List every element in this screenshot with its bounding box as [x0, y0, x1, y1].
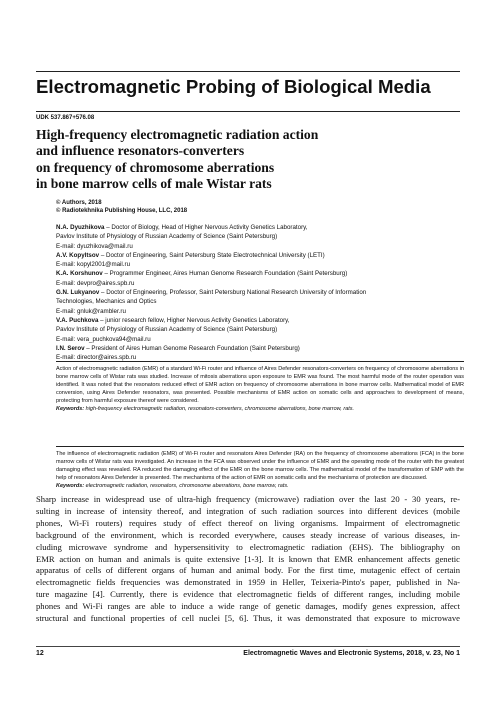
author-email: E-mail: vera_puchkova94@mail.ru — [56, 335, 151, 343]
keywords-label: Keywords: — [56, 483, 85, 490]
footer-rule — [36, 646, 460, 647]
journal-info: Electromagnetic Waves and Electronic Systems, 2018, v. 23, No 1 — [243, 650, 460, 657]
header-rule-top — [36, 71, 460, 72]
udk-code: UDK 537.867+576.08 — [36, 115, 95, 121]
author-name: N.A. Dyuzhikova — [56, 224, 105, 231]
header-rule-bottom — [36, 111, 460, 112]
author-entry — [56, 316, 460, 325]
author-affiliation: Technologies, Mechanics and Optics — [56, 298, 157, 306]
abstract-text: Action of electromagnetic radiation (EMR) of a standard Wi-Fi router and influence of Aires Defender resonators-converters on frequency of chromosome aberrations in bone marrow cells of Wistar rats was studied. Increase of mitosis aberrations upon exposure to EMR was found. The most harmful mode of the router operation was identified. It was noted that the resonators reduced effect of EMR action on frequency of chromosome aberrations in bone marrow cells. Mathematical model of EMR conversion, using Aires Defender resonators, was presented. Possible mechanisms of EMR action on somatic cells and approaches to development of means, protecting from harmful exposure thereof were considered. — [56, 366, 464, 405]
author-entry — [56, 223, 460, 232]
author-name: I.N. Serov — [56, 344, 85, 352]
author-name: V.A. Puchkova — [56, 316, 99, 324]
author-entry — [56, 344, 460, 353]
article-title-line: and influence resonators-converters — [36, 143, 245, 159]
journal-section-title: Electromagnetic Probing of Biological Media — [36, 76, 431, 97]
author-email: E-mail: director@aires.spb.ru — [56, 354, 137, 362]
copyright-block — [56, 199, 460, 215]
body-line: phones and Wi-Fi ranges are able to induce a wide range of genetic damages, modify genes expression, affect — [36, 601, 460, 612]
body-line: background of the environment, which is recorded everywhere, causes steady increase of various diseases, in- — [36, 529, 460, 540]
author-email: E-mail: kopyl2001@mail.ru — [56, 261, 131, 269]
author-affiliation: – Programmer Engineer, Aires Human Genome Research Foundation (Saint Petersburg) — [102, 270, 348, 278]
author-email: E-mail: devpro@aires.spb.ru — [56, 279, 135, 287]
article-title — [36, 127, 460, 193]
keywords-list: high-frequency electromagnetic radiation, resonators-converters, chromosome aberrations, bone marrow, rats. — [84, 406, 355, 413]
copyright-line: © Authors, 2018 — [56, 200, 102, 206]
article-title-line: on frequency of chromosome aberrations — [36, 159, 275, 175]
author-affiliation: – Doctor of Engineering, Professor, Saint Petersburg National Research University of Information — [99, 289, 367, 297]
body-line: ture magazine [4]. Currently, there is evidence that electromagnetic fields of different ranges, including mobile — [36, 589, 460, 600]
body-line: cluding microwave syndrome and hypersensitivity to electromagnetic radiation (EHS). The bibliography on — [36, 541, 460, 552]
author-email: E-mail: gnluk@rambler.ru — [56, 307, 126, 315]
author-name: A.V. Kopyltsov — [56, 251, 100, 259]
article-title-line: in bone marrow cells of male Wistar rats — [36, 176, 272, 192]
body-line: electromagnetic fields frequencies was demonstrated in 1959 in Heller, Teixeria-Pinto's paper, published in Na- — [36, 577, 460, 588]
body-line: apparatus of cells of different organs of human and animal body. For the first time, mutagenic effect of certain — [36, 565, 460, 576]
abstract-secondary — [56, 446, 464, 490]
copyright-line: © Radiotekhnika Publishing House, LLC, 2018 — [56, 208, 188, 215]
keywords-label: Keywords: — [56, 406, 85, 413]
author-entry — [56, 251, 460, 260]
author-affiliation: Pavlov Institute of Physiology of Russian Academy of Science (Saint Petersburg) — [56, 233, 278, 241]
abstract-keywords — [56, 405, 464, 413]
author-email: E-mail: dyuzhikova@mail.ru — [56, 242, 133, 250]
keywords-list: electromagnetic radiation, resonators, chromosome aberrations, bone marrow, rats. — [84, 483, 289, 490]
page-number: 12 — [36, 650, 44, 657]
author-affiliation: – Doctor of Engineering, Saint Petersburg State Electrotechnical University (LETI) — [99, 251, 325, 259]
body-text — [36, 494, 460, 625]
article-title-line: High-frequency electromagnetic radiation action — [36, 127, 319, 142]
author-entry — [56, 269, 460, 278]
body-line: EMR action on human and animals is quite extensive [1-3]. It is known that EMR enhancement affects genetic — [36, 553, 460, 564]
authors-block — [56, 223, 460, 362]
author-affiliation: – Doctor of Biology, Head of Higher Nervous Activity Genetics Laboratory, — [104, 224, 308, 231]
body-line: structural and functional properties of cell nuclei [5, 6]. Thus, it was demonstrated that exposure to microwave — [36, 613, 460, 624]
author-affiliation: Pavlov Institute of Physiology of Russian Academy of Science (Saint Petersburg) — [56, 326, 278, 334]
author-affiliation: – President of Aires Human Genome Research Foundation (Saint Petersburg) — [84, 344, 300, 352]
abstract-keywords — [56, 482, 464, 490]
author-entry — [56, 288, 460, 297]
body-line: sulting in increase of intensity thereof, and integration of such radiation sources into different devices (mobile — [36, 505, 460, 516]
abstract-text: The influence of electromagnetic radiation (EMR) of Wi-Fi router and resonators Aires Defender (RA) on the frequency of chromosome aberrations (FCA) in the bone marrow cells of Wistar rats was investigated. An increase in the FCA was observed under the influence of EMR and the operating mode of the router with the greatest damaging effect was revealed. RA reduced the damaging effect of the EMR on the bone marrow cells. The mathematical model of the transformation of EMP with the help of resonators Aires Defender is presented. The mechanisms of the action of EMR on somatic cells and the mechanisms of protection are discussed. — [56, 451, 464, 482]
author-name: K.A. Korshunov — [56, 270, 103, 278]
abstract-primary — [56, 361, 464, 414]
author-affiliation: – junior research fellow, Higher Nervous Activity Genetics Laboratory, — [98, 316, 290, 324]
author-name: G.N. Lukyanov — [56, 289, 100, 297]
body-line: Sharp increase in widespread use of ultra-high frequency (microwave) radiation over the last 20 - 30 years, re- — [36, 494, 460, 504]
body-line: phones, Wi-Fi routers) requires study of effect thereof on living organisms. Impairment of electromagnetic — [36, 517, 460, 528]
